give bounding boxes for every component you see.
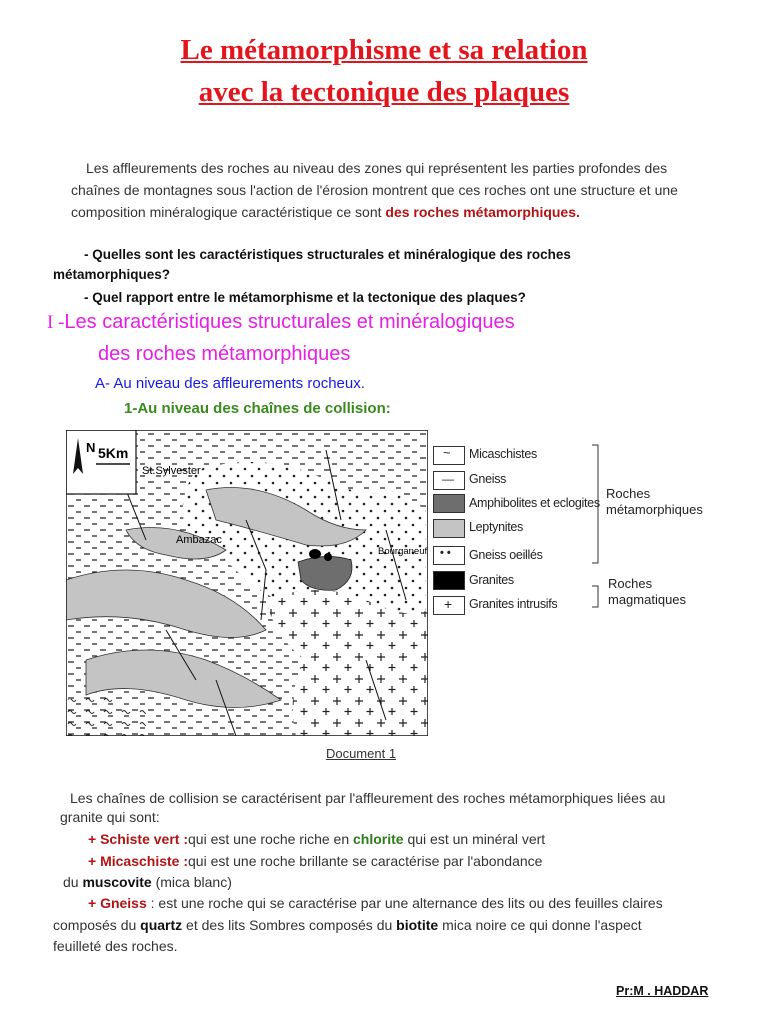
legend-group-metamorphic [606, 486, 703, 518]
legend-group-metamorphic-line1: Roches [606, 486, 651, 501]
biotite-term: biotite [396, 917, 439, 933]
page-title-line1: Le métamorphisme et sa relation [180, 34, 588, 66]
legend-swatch-amphibolites [433, 494, 465, 513]
legend-label-gneiss-oeilles: Gneiss oeillés [469, 548, 543, 562]
gneiss-l2-a: composés du [53, 917, 137, 933]
gneiss-item [88, 893, 663, 914]
body-line2: granite qui sont: [60, 809, 160, 825]
section-heading-line1 [47, 311, 515, 334]
legend-swatch-micaschistes: ~ [433, 446, 465, 465]
question-1-line1: - Quelles sont les caractéristiques structurales et minéralogique des roches [84, 247, 571, 262]
subsection-a: A- Au niveau des affleurements rocheux. [95, 375, 365, 392]
question-1-line2: métamorphiques? [53, 267, 171, 282]
section-title-1: Les caractéristiques structurales et minéralogiques [64, 311, 515, 333]
legend-swatch-granites [433, 571, 465, 590]
legend-group-magmatic [608, 576, 686, 608]
gneiss-label: + Gneiss [88, 895, 147, 911]
place-st-sylvester: St.Sylvester [142, 465, 201, 477]
legend-label-granites: Granites [469, 573, 514, 587]
micaschiste-label: + Micaschiste : [88, 853, 188, 869]
micaschiste-text: qui est une roche brillante se caractérise par l'abondance [188, 853, 543, 869]
legend-swatch-granites-intrusifs: + [433, 596, 465, 615]
gneiss-l2-b: et des lits Sombres composés du [182, 917, 393, 933]
legend-swatch-gneiss: — [433, 471, 465, 490]
legend-label-leptynites: Leptynites [469, 520, 523, 534]
schiste-label: + Schiste vert : [88, 831, 188, 847]
gneiss-line2 [53, 915, 642, 936]
legend-brackets [590, 443, 604, 618]
intro-line3-text: composition minéralogique caractéristique ce sont [71, 204, 382, 220]
legend-label-gneiss: Gneiss [469, 472, 507, 486]
legend-label-amphibolites: Amphibolites et eclogites [469, 496, 600, 510]
legend-group-magmatic-line1: Roches [608, 576, 653, 591]
schiste-text: qui est une roche riche en [188, 831, 350, 847]
gneiss-text: : est une roche qui se caractérise par une alternance des lits ou des feuilles claires [150, 895, 663, 911]
subsection-1: 1-Au niveau des chaînes de collision: [124, 400, 391, 417]
north-label: N [86, 440, 96, 455]
intro-line3 [71, 202, 580, 223]
chlorite-term: chlorite [353, 831, 404, 847]
author-signature: Pr:M . HADDAR [616, 984, 709, 998]
question-2: - Quel rapport entre le métamorphisme et la tectonique des plaques? [84, 290, 526, 305]
legend-label-granites-intrusifs: Granites intrusifs [469, 597, 558, 611]
schiste-end: qui est un minéral vert [407, 831, 546, 847]
geological-map [66, 430, 428, 736]
muscovite-term: muscovite [82, 874, 152, 890]
micaschiste-line2-end: (mica blanc) [155, 874, 232, 890]
gneiss-l2-c: mica noire ce qui donne l'aspect [442, 917, 642, 933]
micaschiste-item [88, 851, 542, 872]
body-line1: Les chaînes de collision se caractérisent par l'affleurement des roches métamorphiques liées au [70, 790, 666, 806]
intro-highlight: des roches métamorphiques. [385, 204, 580, 220]
legend-group-magmatic-line2: magmatiques [608, 592, 687, 607]
schiste-vert-item [88, 829, 545, 850]
legend-swatch-leptynites [433, 519, 465, 538]
place-ambazac: Ambazac [176, 534, 222, 546]
section-heading-line2: des roches métamorphiques [98, 343, 351, 365]
figure-caption: Document 1 [325, 746, 397, 761]
page-title-line2: avec la tectonique des plaques [198, 76, 570, 108]
legend-swatch-gneiss-oeilles: • • [433, 546, 465, 565]
place-bourganeuf: Bourganeuf [378, 546, 428, 557]
legend-label-micaschistes: Micaschistes [469, 447, 537, 461]
legend-group-metamorphic-line2: métamorphiques [606, 502, 703, 517]
quartz-term: quartz [140, 917, 183, 933]
scale-label: 5Km [98, 445, 129, 461]
micaschiste-line2-start: du [63, 874, 79, 890]
intro-line1: Les affleurements des roches au niveau des zones qui représentent les parties profondes des [86, 160, 668, 176]
section-number: I - [47, 312, 65, 333]
intro-line2: chaînes de montagnes sous l'action de l'érosion montrent que ces roches ont une structure et une [71, 182, 678, 198]
gneiss-line3: feuilleté des roches. [53, 938, 178, 954]
micaschiste-line2 [63, 872, 232, 893]
